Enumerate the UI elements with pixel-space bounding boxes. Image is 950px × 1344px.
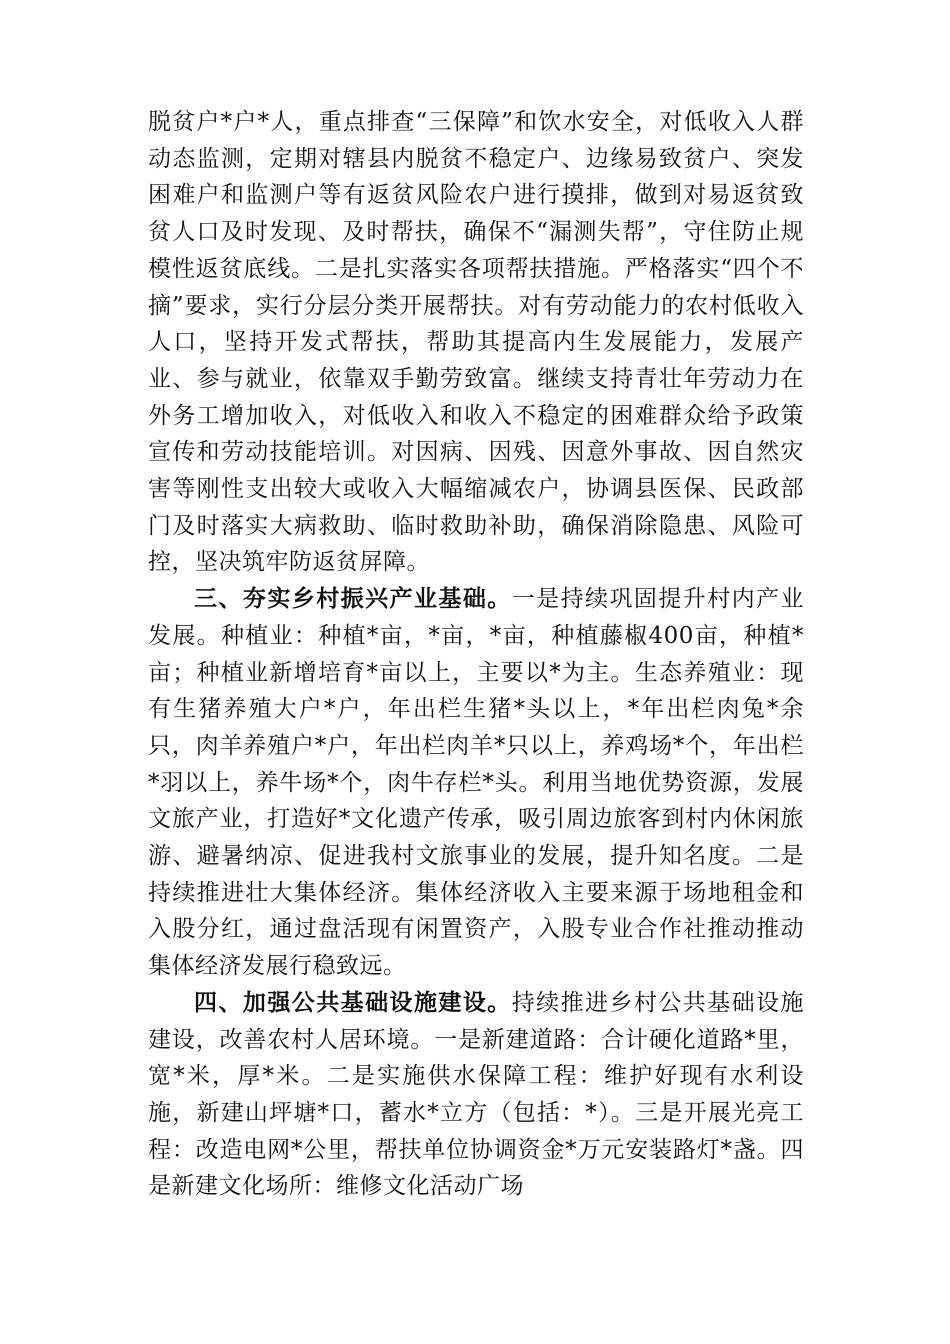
paragraph-poverty-monitoring: [148, 104, 804, 581]
paragraph-industry-foundation: [148, 581, 804, 985]
document-page: [148, 104, 804, 1205]
paragraph-infrastructure: [148, 985, 804, 1205]
section-heading-infrastructure: 四、加强公共基础设施建设。: [194, 988, 512, 1016]
section-heading-industry: 三、夯实乡村振兴产业基础。: [194, 585, 512, 613]
paragraph-text: 一是持续巩固提升村内产业发展。种植业：种植*亩，*亩，*亩，种植藤椒400亩，种植*亩；种植业新增培育*亩以上，主要以*为主。生态养殖业：现有生猪养殖大户*户，年出栏生猪*头以上，*年出栏肉兔*余只，肉羊养殖户*户，年出栏肉羊*只以上，养鸡场*个，年出栏*羽以上，养牛场*个，肉牛存栏*头。利用当地优势资源，发展文旅产业，打造好*文化遗产传承，吸引周边旅客到村内休闲旅游、避暑纳凉、促进我村文旅事业的发展，提升知名度。二是持续推进壮大集体经济。集体经济收入主要来源于场地租金和入股分红，通过盘活现有闲置资产，入股专业合作社推动推动集体经济发展行稳致远。: [148, 586, 804, 980]
paragraph-text: 持续推进乡村公共基础设施建设，改善农村人居环境。一是新建道路：合计硬化道路*里，宽*米，厚*米。二是实施供水保障工程：维护好现有水利设施，新建山坪塘*口，蓄水*立方（包括：*）。三是开展光亮工程：改造电网*公里，帮扶单位协调资金*万元安装路灯*盏。四是新建文化场所：维修文化活动广场: [148, 989, 804, 1200]
paragraph-text: 脱贫户*户*人，重点排查“三保障”和饮水安全，对低收入人群动态监测，定期对辖县内脱贫不稳定户、边缘易致贫户、突发困难户和监测户等有返贫风险农户进行摸排，做到对易返贫致贫人口及时发现、及时帮扶，确保不“漏测失帮”，守住防止规模性返贫底线。二是扎实落实各项帮扶措施。严格落实“四个不摘”要求，实行分层分类开展帮扶。对有劳动能力的农村低收入人口，坚持开发式帮扶，帮助其提高内生发展能力，发展产业、参与就业，依靠双手勤劳致富。继续支持青壮年劳动力在外务工增加收入，对低收入和收入不稳定的困难群众给予政策宣传和劳动技能培训。对因病、因残、因意外事故、因自然灾害等刚性支出较大或收入大幅缩减农户，协调县医保、民政部门及时落实大病救助、临时救助补助，确保消除隐患、风险可控，坚决筑牢防返贫屏障。: [148, 109, 804, 576]
